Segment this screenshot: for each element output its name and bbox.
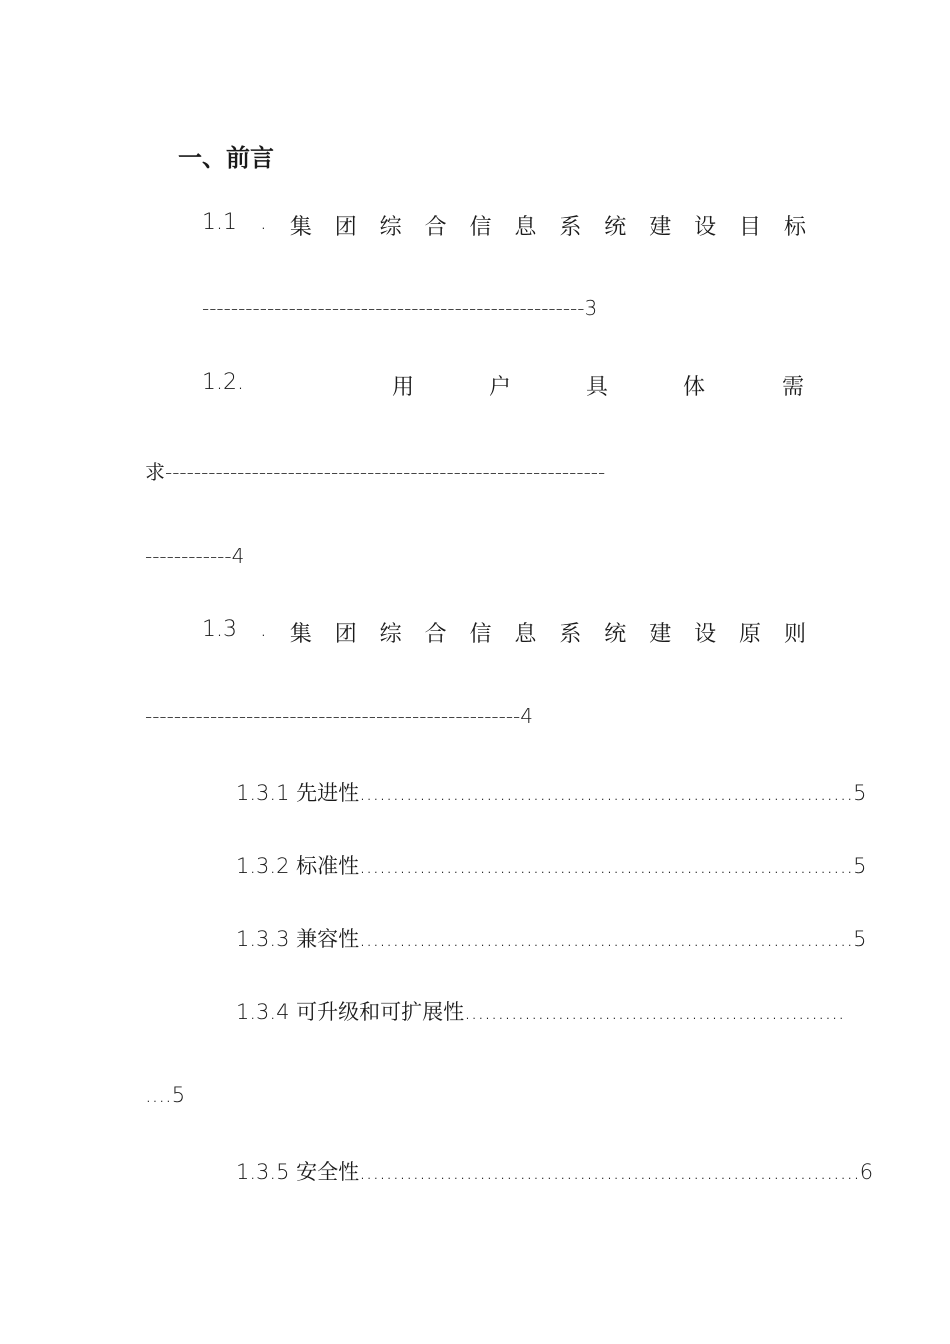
- toc-page-1-2: ------------4: [145, 544, 245, 568]
- title-char: 用: [392, 375, 415, 400]
- title-char: 息: [514, 622, 537, 647]
- toc-entry-1-3[interactable]: [202, 617, 806, 648]
- title-char: 信: [469, 215, 492, 240]
- title-char: 息: [514, 215, 537, 240]
- title-char: 团: [334, 622, 357, 647]
- toc-entry-1-2[interactable]: [202, 370, 806, 400]
- title-char: 统: [604, 215, 627, 240]
- title-char: 具: [586, 375, 609, 400]
- entry-number: 1.2.: [202, 370, 244, 395]
- title-char: 户: [489, 375, 512, 400]
- toc-heading: 一、前言: [178, 144, 274, 172]
- title-char: 合: [424, 622, 447, 647]
- toc-entry-1-1[interactable]: [202, 210, 806, 241]
- toc-entry-1-3-5[interactable]: 1.3.5 安全性...........................................................................6: [236, 1160, 874, 1184]
- title-char: 标: [783, 215, 806, 240]
- title-char: 合: [424, 215, 447, 240]
- toc-leader-1-2: 求-------------------------------------------------------------: [145, 460, 606, 484]
- toc-leader-1-1: -----------------------------------------------------3: [202, 296, 598, 320]
- title-char: 原: [739, 622, 762, 647]
- title-char: 建: [649, 622, 672, 647]
- entry-number: 1.1: [202, 210, 237, 235]
- toc-page-1-3-4: ....5: [145, 1083, 186, 1107]
- title-char: 体: [683, 375, 706, 400]
- title-char: 综: [379, 622, 402, 647]
- title-char: 建: [649, 215, 672, 240]
- title-char: 则: [783, 622, 806, 647]
- title-char: 需: [782, 375, 805, 400]
- title-char: 系: [559, 215, 582, 240]
- title-char: 综: [379, 215, 402, 240]
- title-char: 系: [559, 622, 582, 647]
- title-char: 信: [469, 622, 492, 647]
- entry-separator: .: [259, 210, 267, 235]
- toc-entry-1-3-3[interactable]: 1.3.3 兼容性..........................................................................5: [236, 927, 867, 951]
- title-char: 集: [289, 622, 312, 647]
- title-char: 目: [739, 215, 762, 240]
- title-char: 团: [334, 215, 357, 240]
- toc-leader-1-3: ----------------------------------------------------4: [145, 704, 533, 728]
- title-char: 设: [694, 215, 717, 240]
- toc-entry-1-3-4[interactable]: 1.3.4 可升级和可扩展性.........................................................: [236, 1000, 845, 1024]
- entry-separator: .: [259, 617, 267, 642]
- toc-entry-1-3-1[interactable]: 1.3.1 先进性..........................................................................5: [236, 781, 867, 805]
- title-char: 设: [694, 622, 717, 647]
- title-char: 统: [604, 622, 627, 647]
- toc-entry-1-3-2[interactable]: 1.3.2 标准性..........................................................................5: [236, 854, 867, 878]
- entry-number: 1.3: [202, 617, 237, 642]
- title-char: 集: [289, 215, 312, 240]
